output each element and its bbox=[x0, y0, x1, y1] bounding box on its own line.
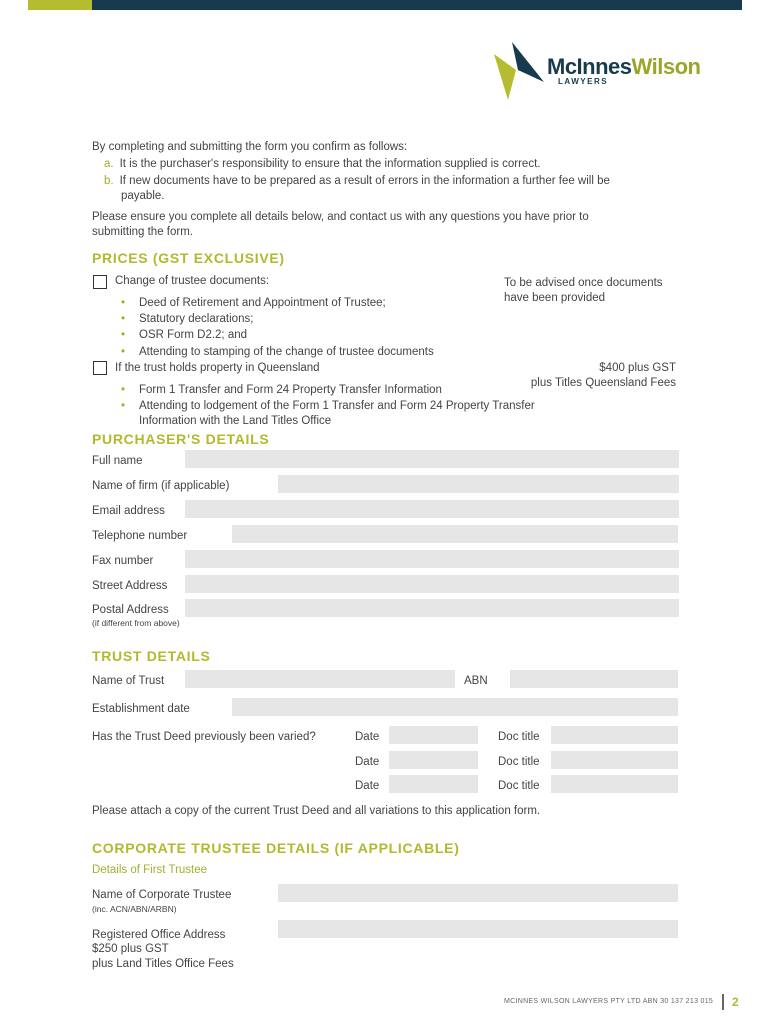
registered-office-field[interactable] bbox=[278, 920, 678, 938]
footer-divider bbox=[722, 994, 724, 1010]
abn-label: ABN bbox=[464, 675, 488, 687]
prices-heading: PRICES (GST EXCLUSIVE) bbox=[92, 250, 285, 266]
street-address-label: Street Address bbox=[92, 580, 168, 592]
variation-doc-title-field[interactable] bbox=[551, 751, 678, 769]
logo-tagline: LAWYERS bbox=[558, 77, 609, 86]
corporate-trustee-name-field[interactable] bbox=[278, 884, 678, 902]
list-item: • Attending to lodgement of the Form 1 Transfer and Form 24 Property Transfer bbox=[121, 400, 535, 412]
trust-name-field[interactable] bbox=[185, 670, 455, 688]
list-item: • OSR Form D2.2; and bbox=[121, 329, 248, 341]
full-name-field[interactable] bbox=[185, 450, 679, 468]
intro-item-b: b. If new documents have to be prepared as a result of errors in the information a further fee will be bbox=[104, 175, 610, 187]
corporate-trustee-name-label: Name of Corporate Trustee bbox=[92, 889, 232, 901]
establishment-date-label: Establishment date bbox=[92, 703, 190, 715]
firm-name-label: Name of firm (if applicable) bbox=[92, 480, 230, 492]
first-trustee-subheading: Details of First Trustee bbox=[92, 864, 208, 876]
corporate-fee: $250 plus GST bbox=[92, 943, 169, 955]
queensland-property-price: $400 plus GST bbox=[599, 362, 676, 374]
company-logo bbox=[492, 40, 722, 102]
street-address-field[interactable] bbox=[185, 575, 679, 593]
intro-item-b-cont: payable. bbox=[121, 190, 165, 202]
intro-note-cont: submitting the form. bbox=[92, 226, 193, 238]
firm-name-field[interactable] bbox=[278, 475, 679, 493]
full-name-label: Full name bbox=[92, 455, 143, 467]
corporate-trustee-heading: CORPORATE TRUSTEE DETAILS (IF APPLICABLE) bbox=[92, 840, 460, 856]
change-of-trustee-price-cont: have been provided bbox=[504, 292, 606, 304]
variation-doc-title-label: Doc title bbox=[498, 756, 540, 768]
variation-doc-title-field[interactable] bbox=[551, 726, 678, 744]
list-item: • Form 1 Transfer and Form 24 Property Transfer Information bbox=[121, 384, 442, 396]
attach-deed-note: Please attach a copy of the current Trust Deed and all variations to this application form. bbox=[92, 805, 541, 817]
intro-text: By completing and submitting the form you confirm as follows: bbox=[92, 141, 408, 153]
list-item-cont: Information with the Land Titles Office bbox=[139, 415, 332, 427]
logo-wing-icon bbox=[492, 40, 544, 102]
variation-doc-title-field[interactable] bbox=[551, 775, 678, 793]
footer-company-info: MCINNES WILSON LAWYERS PTY LTD ABN 30 137 213 015 bbox=[504, 998, 714, 1005]
postal-address-field[interactable] bbox=[185, 599, 679, 617]
variation-doc-title-label: Doc title bbox=[498, 731, 540, 743]
variation-date-label: Date bbox=[355, 756, 380, 768]
list-item: • Statutory declarations; bbox=[121, 313, 254, 325]
queensland-property-label: If the trust holds property in Queensland bbox=[115, 362, 320, 374]
postal-address-note: (if different from above) bbox=[92, 618, 180, 628]
change-of-trustee-label: Change of trustee documents: bbox=[115, 275, 270, 287]
variation-date-field[interactable] bbox=[389, 726, 478, 744]
page-number: 2 bbox=[732, 995, 739, 1009]
establishment-date-field[interactable] bbox=[232, 698, 678, 716]
variation-date-field[interactable] bbox=[389, 775, 478, 793]
telephone-field[interactable] bbox=[232, 525, 678, 543]
corporate-trustee-name-note: (inc. ACN/ABN/ARBN) bbox=[92, 904, 177, 914]
header-bar bbox=[92, 0, 742, 10]
intro-item-a: a. It is the purchaser's responsibility to ensure that the information supplied is correct. bbox=[104, 158, 541, 170]
variation-doc-title-label: Doc title bbox=[498, 780, 540, 792]
change-of-trustee-price: To be advised once documents bbox=[504, 277, 663, 289]
fax-label: Fax number bbox=[92, 555, 154, 567]
purchaser-heading: PURCHASER'S DETAILS bbox=[92, 431, 270, 447]
fax-field[interactable] bbox=[185, 550, 679, 568]
email-field[interactable] bbox=[185, 500, 679, 518]
variation-date-field[interactable] bbox=[389, 751, 478, 769]
trust-heading: TRUST DETAILS bbox=[92, 648, 211, 664]
trust-name-label: Name of Trust bbox=[92, 675, 165, 687]
postal-address-label: Postal Address bbox=[92, 604, 169, 616]
list-item: • Attending to stamping of the change of trustee documents bbox=[121, 346, 434, 358]
corporate-fee-cont: plus Land Titles Office Fees bbox=[92, 958, 234, 970]
logo-wordmark: McInnesWilson bbox=[547, 54, 701, 79]
queensland-property-checkbox[interactable] bbox=[93, 361, 107, 375]
registered-office-label: Registered Office Address bbox=[92, 929, 226, 941]
list-item: • Deed of Retirement and Appointment of Trustee; bbox=[121, 297, 386, 309]
variation-date-label: Date bbox=[355, 731, 380, 743]
queensland-property-price-cont: plus Titles Queensland Fees bbox=[530, 377, 676, 389]
variation-date-label: Date bbox=[355, 780, 380, 792]
telephone-label: Telephone number bbox=[92, 530, 188, 542]
email-label: Email address bbox=[92, 505, 165, 517]
change-of-trustee-checkbox[interactable] bbox=[93, 275, 107, 289]
abn-field[interactable] bbox=[510, 670, 678, 688]
intro-note: Please ensure you complete all details below, and contact us with any questions you have prior to bbox=[92, 211, 589, 223]
header-accent-bar bbox=[28, 0, 92, 10]
deed-varied-label: Has the Trust Deed previously been varied? bbox=[92, 731, 316, 743]
